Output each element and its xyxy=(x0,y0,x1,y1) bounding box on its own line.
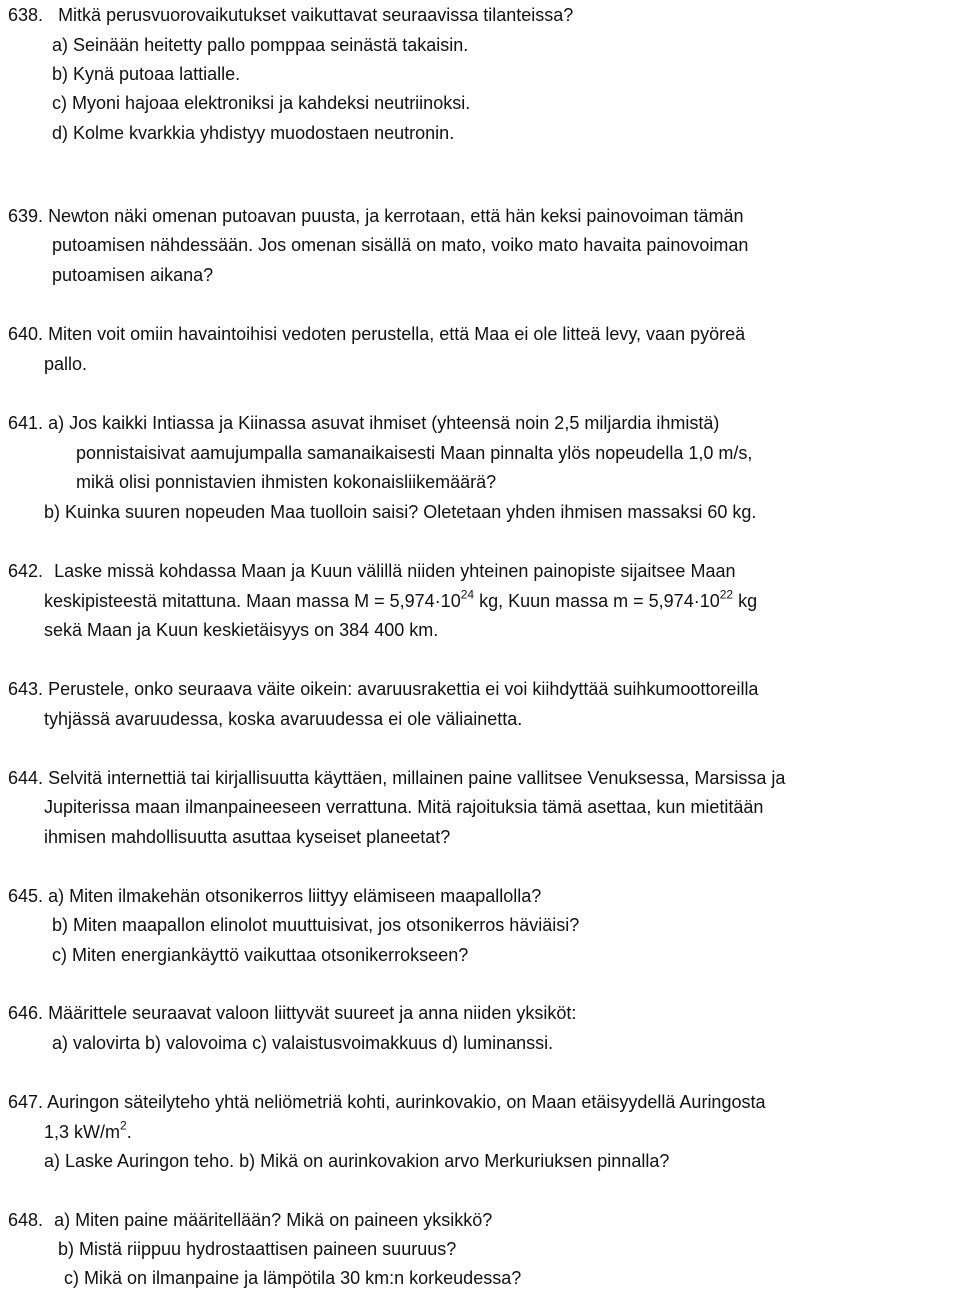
q642-line2-part3: kg xyxy=(733,591,758,611)
q641-line1 xyxy=(8,412,719,436)
q642-line1 xyxy=(8,560,735,584)
q646-line1 xyxy=(8,1002,576,1026)
q644-line3: ihmisen mahdollisuutta asuttaa kyseiset planeetat? xyxy=(44,827,451,847)
q647-exponent: 2 xyxy=(120,1118,127,1133)
q645-item-c: c) Miten energiankäyttö vaikuttaa otsonikerrokseen? xyxy=(52,945,469,965)
q641-line2: ponnistaisivat aamujumpalla samanaikaisesti Maan pinnalta ylös nopeudella 1,0 m/s, xyxy=(76,443,753,463)
q648-item-b: b) Mistä riippuu hydrostaattisen paineen suuruus? xyxy=(58,1239,457,1259)
q641-text1: a) Jos kaikki Intiassa ja Kiinassa asuvat ihmiset (yhteensä noin 2,5 miljardia ihmistä) xyxy=(48,413,720,433)
q648-line1 xyxy=(8,1209,492,1233)
q640-number: 640. xyxy=(8,324,44,344)
q646-number: 646. xyxy=(8,1003,44,1023)
q638-item-c: c) Myoni hajoaa elektroniksi ja kahdeksi neutriinoksi. xyxy=(52,93,471,113)
q638-number: 638. xyxy=(8,5,44,25)
q645-number: 645. xyxy=(8,886,44,906)
q638-item-a: a) Seinään heitetty pallo pomppaa seinästä takaisin. xyxy=(52,35,469,55)
q641-line3: mikä olisi ponnistavien ihmisten kokonaisliikemäärä? xyxy=(76,472,497,492)
q645-line1 xyxy=(8,885,541,909)
q640-line1 xyxy=(8,323,745,347)
q642-number: 642. xyxy=(8,561,44,581)
q642-line2-part2: kg, Kuun massa m = 5,974·10 xyxy=(474,591,720,611)
q645-item-b: b) Miten maapallon elinolot muuttuisivat, jos otsonikerros häviäisi? xyxy=(52,915,580,935)
q642-line2 xyxy=(44,587,758,614)
q639-text1: Newton näki omenan putoavan puusta, ja kerrotaan, että hän keksi painovoiman tämän xyxy=(48,206,744,226)
q638-item-d: d) Kolme kvarkkia yhdistyy muodostaen neutronin. xyxy=(52,123,455,143)
q647-line1 xyxy=(8,1091,765,1115)
q646-text1: Määrittele seuraavat valoon liittyvät suureet ja anna niiden yksiköt: xyxy=(48,1003,577,1023)
q639-line3: putoamisen aikana? xyxy=(52,265,214,285)
q640-line2: pallo. xyxy=(44,354,88,374)
q643-line2: tyhjässä avaruudessa, koska avaruudessa ei ole väliainetta. xyxy=(44,709,523,729)
q640-text1: Miten voit omiin havaintoihisi vedoten perustella, että Maa ei ole litteä levy, vaan pyöreä xyxy=(48,324,746,344)
q639-line2: putoamisen nähdessään. Jos omenan sisällä on mato, voiko mato havaita painovoiman xyxy=(52,235,749,255)
q647-line2 xyxy=(44,1118,132,1145)
q644-text1: Selvitä internettiä tai kirjallisuutta käyttäen, millainen paine vallitsee Venuksessa, Marsissa ja xyxy=(48,768,786,788)
q647-text1: Auringon säteilyteho yhtä neliömetriä kohti, aurinkovakio, on Maan etäisyydellä Auringosta xyxy=(47,1092,766,1112)
q639-number: 639. xyxy=(8,206,44,226)
q643-text1: Perustele, onko seuraava väite oikein: avaruusrakettia ei voi kiihdyttää suihkumoottoreilla xyxy=(48,679,759,699)
q641-line4: b) Kuinka suuren nopeuden Maa tuolloin saisi? Oletetaan yhden ihmisen massaksi 60 kg. xyxy=(44,502,757,522)
q643-number: 643. xyxy=(8,679,44,699)
q642-text1: Laske missä kohdassa Maan ja Kuun välillä niiden yhteinen painopiste sijaitsee Maan xyxy=(54,561,736,581)
q648-item-c: c) Mikä on ilmanpaine ja lämpötila 30 km:n korkeudessa? xyxy=(64,1268,522,1288)
q638-line1 xyxy=(8,4,573,28)
q641-number: 641. xyxy=(8,413,44,433)
q642-line3: sekä Maan ja Kuun keskietäisyys on 384 400 km. xyxy=(44,620,439,640)
q644-line1 xyxy=(8,767,785,791)
q642-line2-part1: keskipisteestä mitattuna. Maan massa M = 5,974·10 xyxy=(44,591,461,611)
q647-line2-part2: . xyxy=(126,1122,132,1142)
q645-item-a: a) Miten ilmakehän otsonikerros liittyy elämiseen maapallolla? xyxy=(48,886,542,906)
q639-line1 xyxy=(8,205,744,229)
q642-exponent-earth: 24 xyxy=(460,587,475,602)
q647-number: 647. xyxy=(8,1092,44,1112)
q643-line1 xyxy=(8,678,758,702)
q648-number: 648. xyxy=(8,1210,44,1230)
q647-line2-part1: 1,3 kW/m xyxy=(44,1122,121,1142)
q644-number: 644. xyxy=(8,768,44,788)
q648-item-a: a) Miten paine määritellään? Mikä on paineen yksikkö? xyxy=(54,1210,493,1230)
q646-line2: a) valovirta b) valovoima c) valaistusvoimakkuus d) luminanssi. xyxy=(52,1033,554,1053)
q644-line2: Jupiterissa maan ilmanpaineeseen verrattuna. Mitä rajoituksia tämä asettaa, kun mietitään xyxy=(44,797,764,817)
q642-exponent-moon: 22 xyxy=(719,587,734,602)
q638-text: Mitkä perusvuorovaikutukset vaikuttavat seuraavissa tilanteissa? xyxy=(58,5,574,25)
q638-item-b: b) Kynä putoaa lattialle. xyxy=(52,64,241,84)
q647-line3: a) Laske Auringon teho. b) Mikä on aurinkovakion arvo Merkuriuksen pinnalla? xyxy=(44,1151,670,1171)
